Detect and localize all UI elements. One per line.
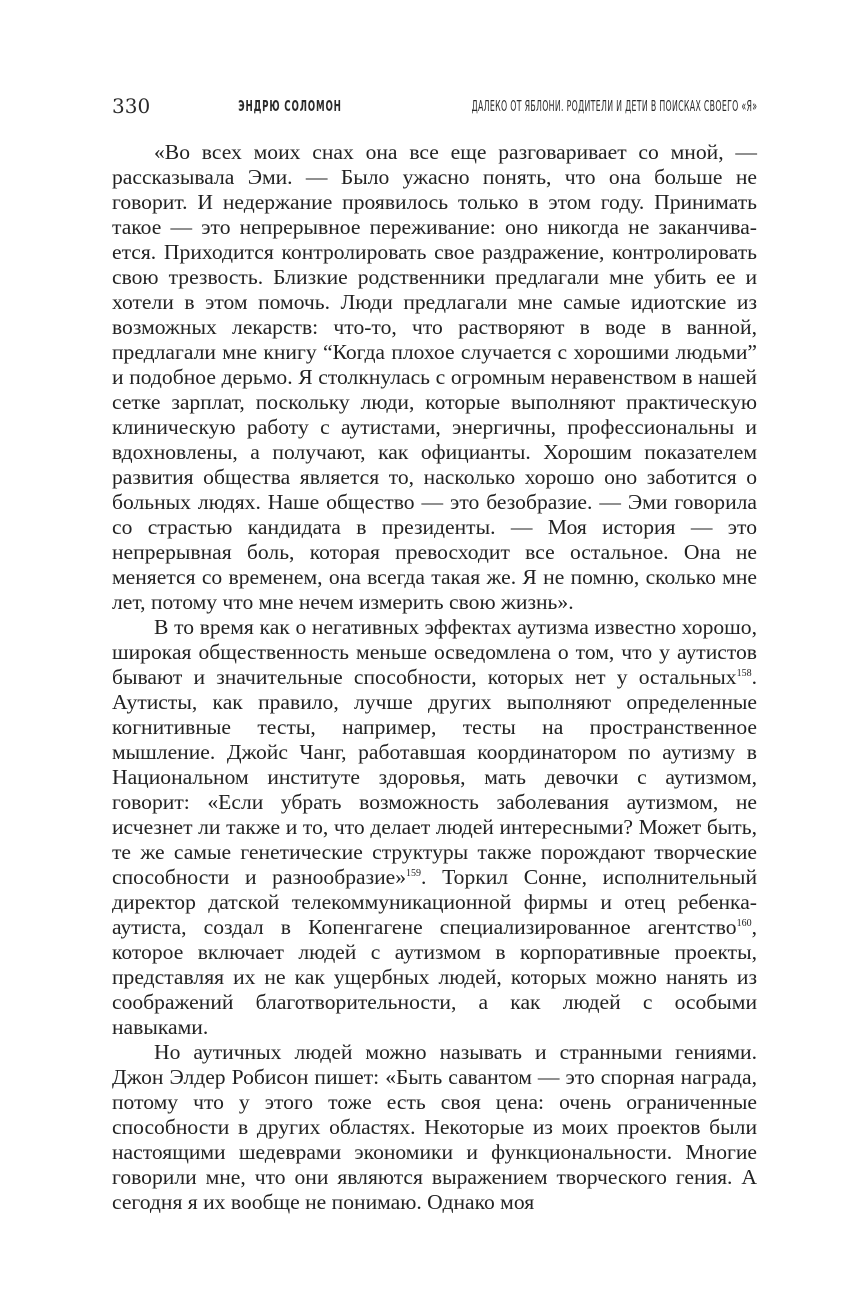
footnote-ref-159: 159 bbox=[406, 868, 422, 879]
paragraph-3: Но аутичных людей можно называть и странными гениями. Джон Элдер Робисон пишет: «Быть савантом — это спорная награда, потому что у этого тоже есть своя цена: очень ограниченные способности в других областях. Некоторые из моих проектов были настоящими шедеврами экономики и функциональности. Многие говорили мне, что они являются выражением творческого гения. А сегодня я их вообще не понимаю. Однако моя bbox=[112, 1040, 757, 1214]
footnote-ref-158: 158 bbox=[736, 668, 752, 679]
paragraph-2-part-a: В то время как о негативных эффектах аутизма известно хорошо, широкая общественность меньше осведомлена о том, что у аутистов бывают и значительные способности, которых нет у остальных bbox=[112, 615, 757, 689]
running-head bbox=[209, 97, 757, 115]
book-title: ДАЛЕКО ОТ ЯБЛОНИ. РОДИТЕЛИ И ДЕТИ В ПОИСКАХ СВОЕГО «Я» bbox=[471, 97, 757, 115]
author-name: ЭНДРЮ СОЛОМОН bbox=[237, 97, 342, 115]
paragraph-2-part-b: . Аутисты, как правило, лучше других выполняют определенные когнитивные тесты, например, тесты на пространственное мышление. Джойс Чанг, работавшая координатором по аутизму в Национальном институте здоровья, мать девочки с аутизмом, говорит: «Если убрать возможность заболевания аутизмом, не исчезнет ли также и то, что делает людей интересными? Может быть, те же самые генетические структуры также порождают творческие способности и разнообразие» bbox=[112, 665, 757, 889]
footnote-ref-160: 160 bbox=[736, 918, 752, 929]
page-number: 330 bbox=[112, 94, 151, 118]
paragraph-1: «Во всех моих снах она все еще разговаривает со мной, — рассказывала Эми. — Было ужасно понять, что она больше не говорит. И недержание проявилось только в этом году. Принимать такое — это непрерывное переживание: оно никогда не заканчивается. Приходится контролировать свое раздражение, контролировать свою трезвость. Близкие родственники предлагали мне убить ее и хотели в этом помочь. Люди предлагали мне самые идиотские из возможных лекарств: что-то, что растворяют в воде в ванной, предлагали мне книгу “Когда плохое случается с хорошими людьми” и подобное дерьмо. Я столкнулась с огромным неравенством в нашей сетке зарплат, поскольку люди, которые выполняют практическую клиническую работу с аутистами, энергичны, профессиональны и вдохновлены, а получают, как официанты. Хорошим показателем развития общества является то, насколько хорошо оно заботится о больных людях. Наше общество — это безобразие. — Эми говорила со страстью кандидата в президенты. — Моя история — это непрерывная боль, которая превосходит все остальное. Она не меняется со временем, она всегда такая же. Я не помню, сколько мне лет, потому что мне нечем измерить свою жизнь». bbox=[112, 140, 757, 614]
paragraph-2-part-d: , которое включает людей с аутизмом в корпоративные проекты, представляя их не как ущербных людей, которых можно нанять из соображений благотворительности, а как людей с особыми навыками. bbox=[112, 915, 757, 1039]
paragraph-2 bbox=[112, 615, 757, 1040]
paragraph-2-part-c: . Торкил Сонне, исполнительный директор датской телекоммуникационной фирмы и отец ребенка-аутиста, создал в Копенгагене специализированное агентство bbox=[112, 865, 758, 939]
body-text bbox=[112, 140, 757, 1215]
running-header bbox=[112, 94, 757, 120]
